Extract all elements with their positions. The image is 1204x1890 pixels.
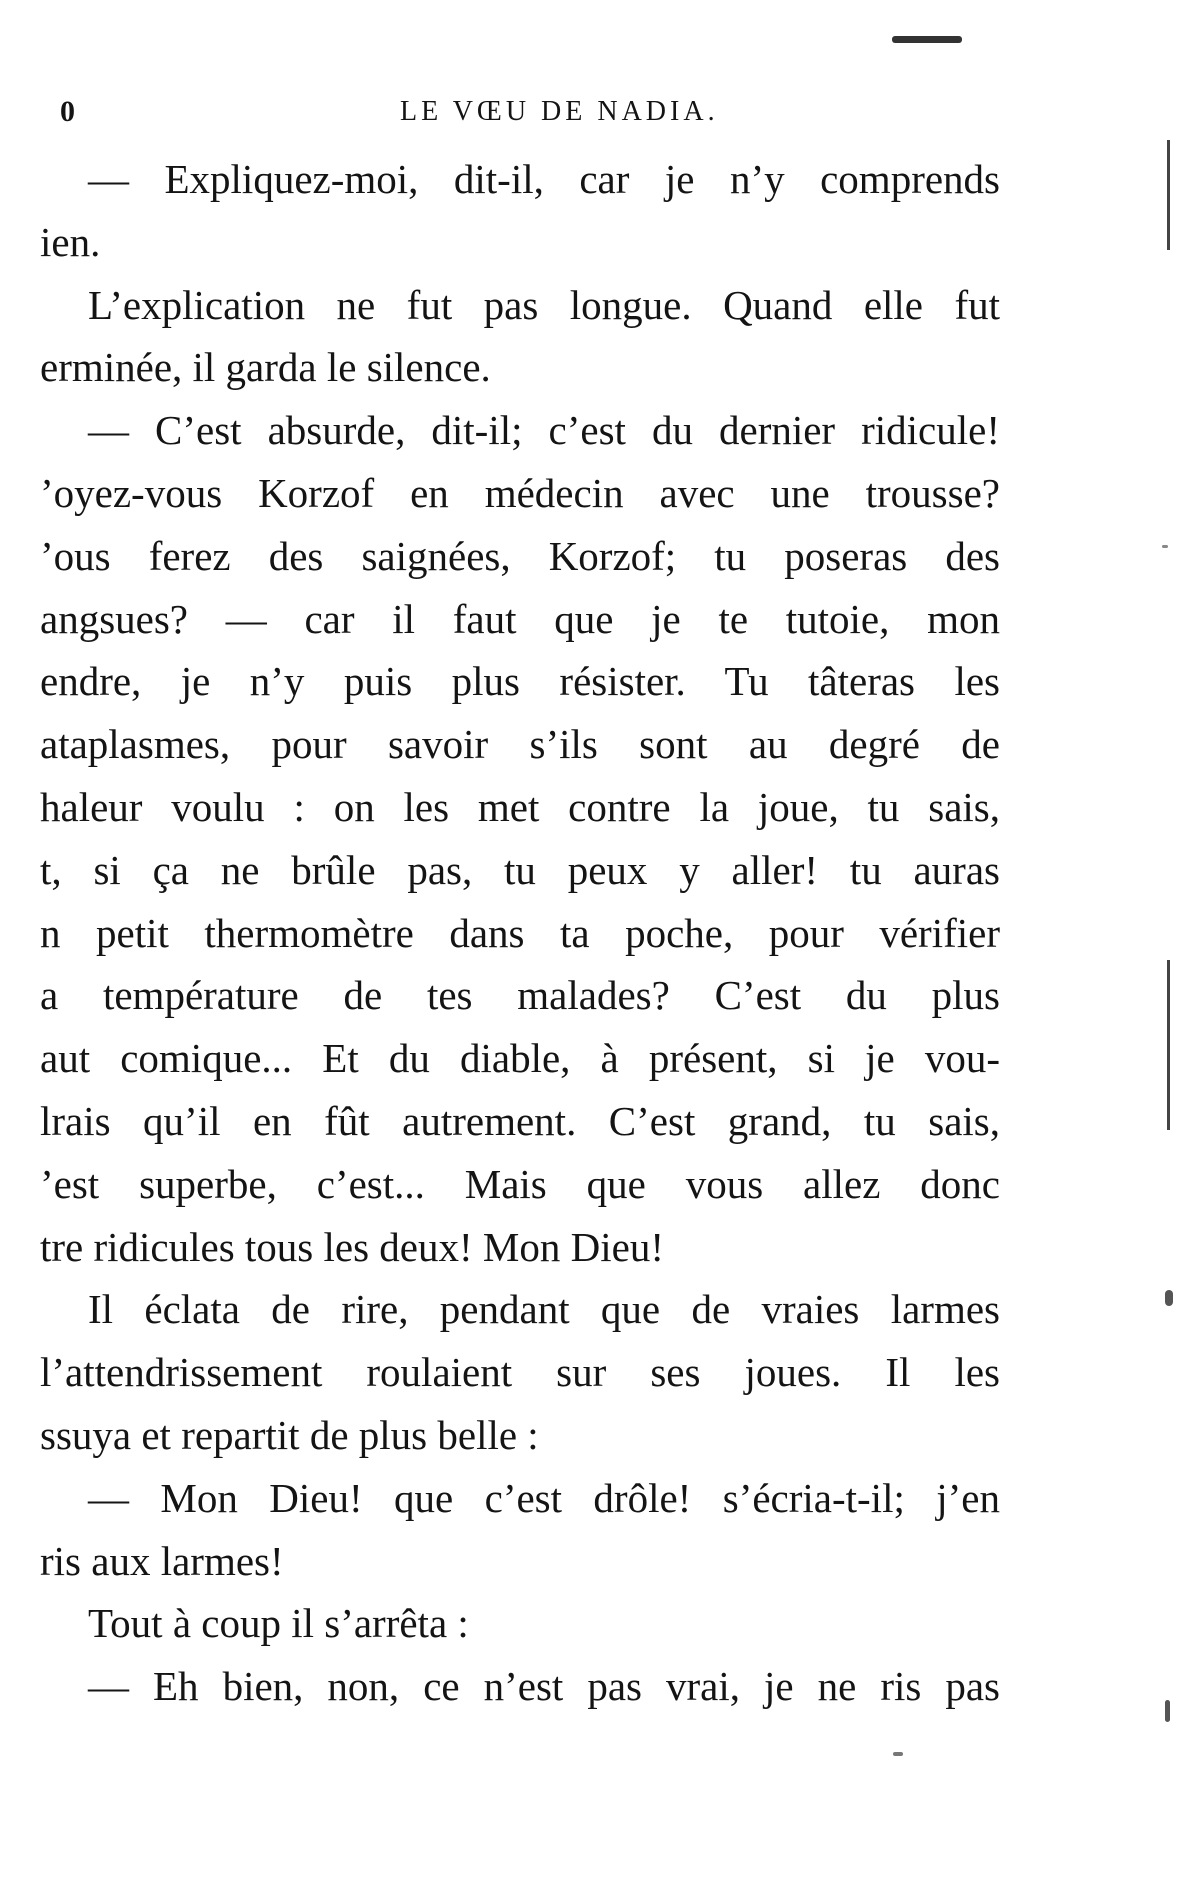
binding-shadow-middle (1167, 960, 1170, 1130)
text-line: L’explication ne fut pas longue. Quand elle fut (88, 281, 1000, 328)
ink-speck (1162, 545, 1168, 548)
text-line: — Eh bien, non, ce n’est pas vrai, je ne ris pas (88, 1663, 1000, 1710)
text-line: ataplasmes, pour savoir s’ils sont au degré de (40, 721, 1000, 768)
text-line: Il éclata de rire, pendant que de vraies larmes (88, 1286, 1000, 1333)
text-line: haleur voulu : on les met contre la joue, tu sais, (40, 783, 1000, 830)
text-line: — Expliquez-moi, dit-il, car je n’y comprends (88, 156, 1000, 202)
text-line: t, si ça ne brûle pas, tu peux y aller! tu auras (40, 846, 1000, 893)
ink-speck (893, 1752, 903, 1756)
text-line: ssuya et repartit de plus belle : (40, 1411, 539, 1458)
ink-speck (1165, 1700, 1170, 1722)
text-line: aut comique... Et du diable, à présent, si je vou- (40, 1035, 1000, 1082)
text-line: ien. (40, 218, 101, 265)
text-line: ris aux larmes! (40, 1537, 284, 1584)
text-line: angsues? — car il faut que je te tutoie, mon (40, 595, 1000, 642)
text-line: Tout à coup il s’arrêta : (88, 1600, 469, 1647)
running-title: LE VŒU DE NADIA. (400, 96, 719, 127)
body-text (40, 148, 1040, 1718)
text-line: ’est superbe, c’est... Mais que vous allez donc (40, 1160, 1000, 1207)
text-line: — C’est absurde, dit-il; c’est du dernier ridicule! (88, 407, 1000, 454)
page-number: 0 (60, 95, 75, 128)
binding-shadow-upper (1167, 140, 1170, 250)
text-line: ’oyez-vous Korzof en médecin avec une trousse? (40, 469, 1000, 516)
ink-smudge-top (892, 36, 962, 43)
text-line: — Mon Dieu! que c’est drôle! s’écria-t-il; j’en (88, 1474, 1000, 1521)
text-line: erminée, il garda le silence. (40, 344, 491, 391)
text-line: n petit thermomètre dans ta poche, pour vérifier (40, 909, 1000, 956)
ink-speck (1165, 1290, 1173, 1306)
page-header (60, 92, 1000, 132)
text-line: a température de tes malades? C’est du plus (40, 972, 1000, 1019)
text-line: ’ous ferez des saignées, Korzof; tu poseras des (40, 532, 1000, 579)
text-line: endre, je n’y puis plus résister. Tu tâteras les (40, 658, 1000, 705)
text-line: lrais qu’il en fût autrement. C’est grand, tu sais, (40, 1097, 1000, 1144)
text-line: tre ridicules tous les deux! Mon Dieu! (40, 1223, 664, 1270)
text-line: l’attendrissement roulaient sur ses joues. Il les (40, 1349, 1000, 1396)
